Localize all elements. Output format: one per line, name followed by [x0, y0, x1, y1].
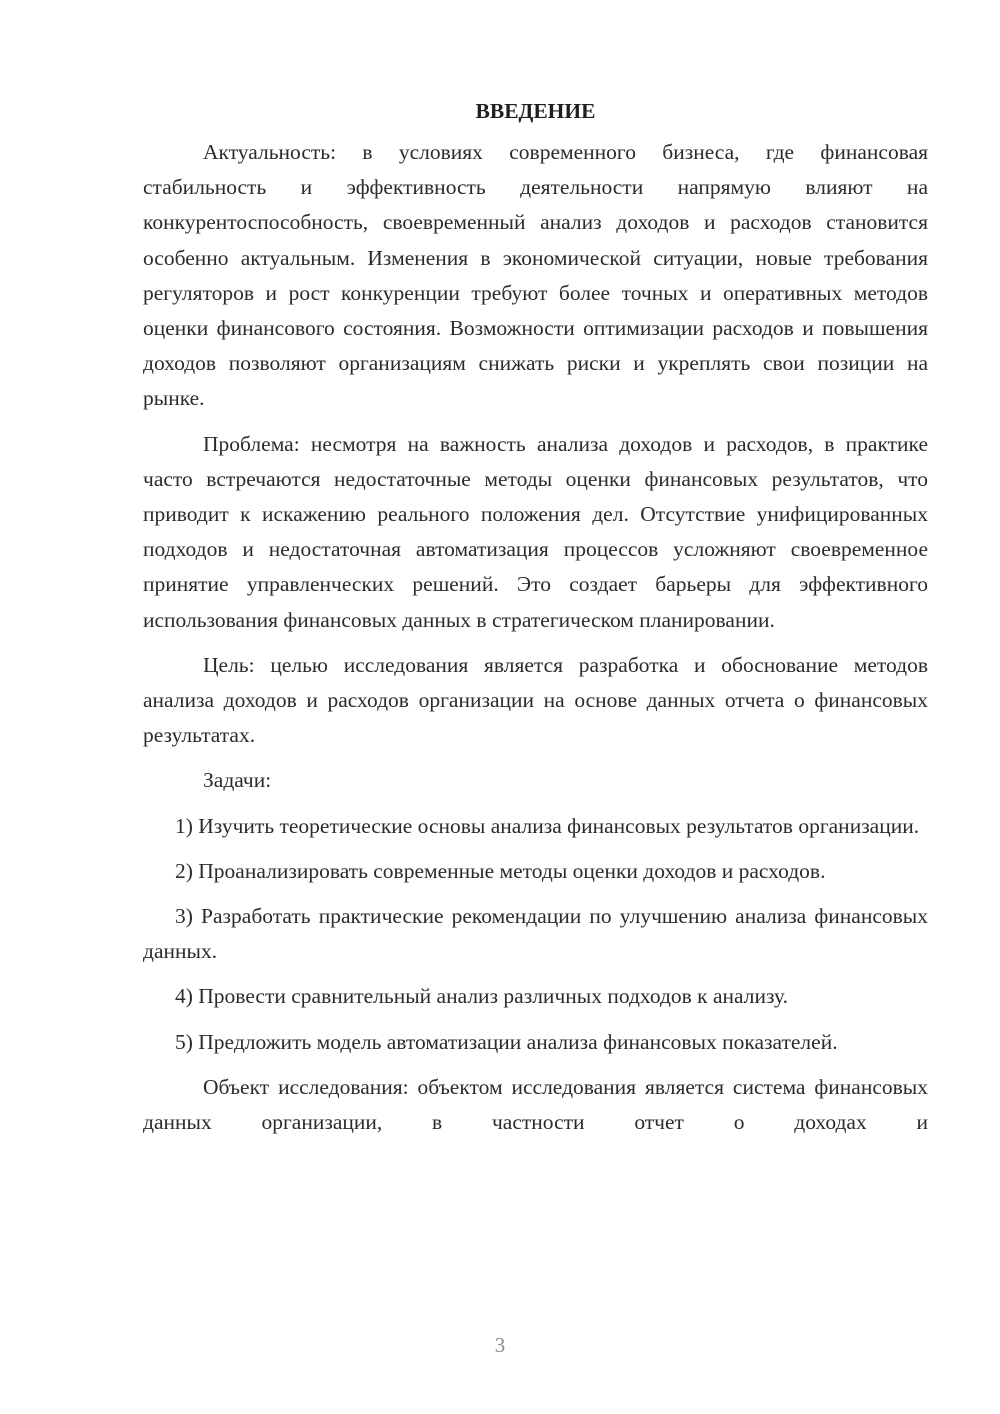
- paragraph-problem: Проблема: несмотря на важность анализа доходов и расходов, в практике часто встречаются недостаточные методы оценки финансовых результатов, что приводит к искажению реального положения дел. Отсутствие унифицированных подходов и недостаточная автоматизация процессов усложняют своевременное принятие управленческих решений. Это создает барьеры для эффективного использования финансовых данных в стратегическом планировании.: [143, 431, 928, 632]
- paragraph-tasks-heading: Задачи:: [203, 768, 272, 793]
- task-item-1: 1) Изучить теоретические основы анализа финансовых результатов организации.: [175, 813, 920, 838]
- page-number: 3: [494, 1333, 506, 1357]
- task-item-3: 3) Разработать практические рекомендации по улучшению анализа финансовых данных.: [143, 904, 928, 964]
- page-content: [143, 95, 928, 1140]
- task-item-5: 5) Предложить модель автоматизации анализа финансовых показателей.: [175, 1029, 838, 1054]
- task-item-2: 2) Проанализировать современные методы оценки доходов и расходов.: [175, 858, 826, 883]
- section-title: ВВЕДЕНИЕ: [475, 99, 596, 123]
- paragraph-goal: Цель: целью исследования является разработка и обоснование методов анализа доходов и расходов организации на основе данных отчета о финансовых результатах.: [143, 652, 928, 748]
- paragraph-object: Объект исследования: объектом исследования является система финансовых данных организации, в частности отчет о доходах и: [143, 1074, 928, 1135]
- task-item-4: 4) Провести сравнительный анализ различных подходов к анализу.: [175, 984, 789, 1009]
- paragraph-relevance: Актуальность: в условиях современного бизнеса, где финансовая стабильность и эффективность деятельности напрямую влияют на конкурентоспособность, своевременный анализ доходов и расходов становится особенно актуальным. Изменения в экономической ситуации, новые требования регуляторов и рост конкуренции требуют более точных и оперативных методов оценки финансового состояния. Возможности оптимизации расходов и повышения доходов позволяют организациям снижать риски и укреплять свои позиции на рынке.: [143, 140, 928, 411]
